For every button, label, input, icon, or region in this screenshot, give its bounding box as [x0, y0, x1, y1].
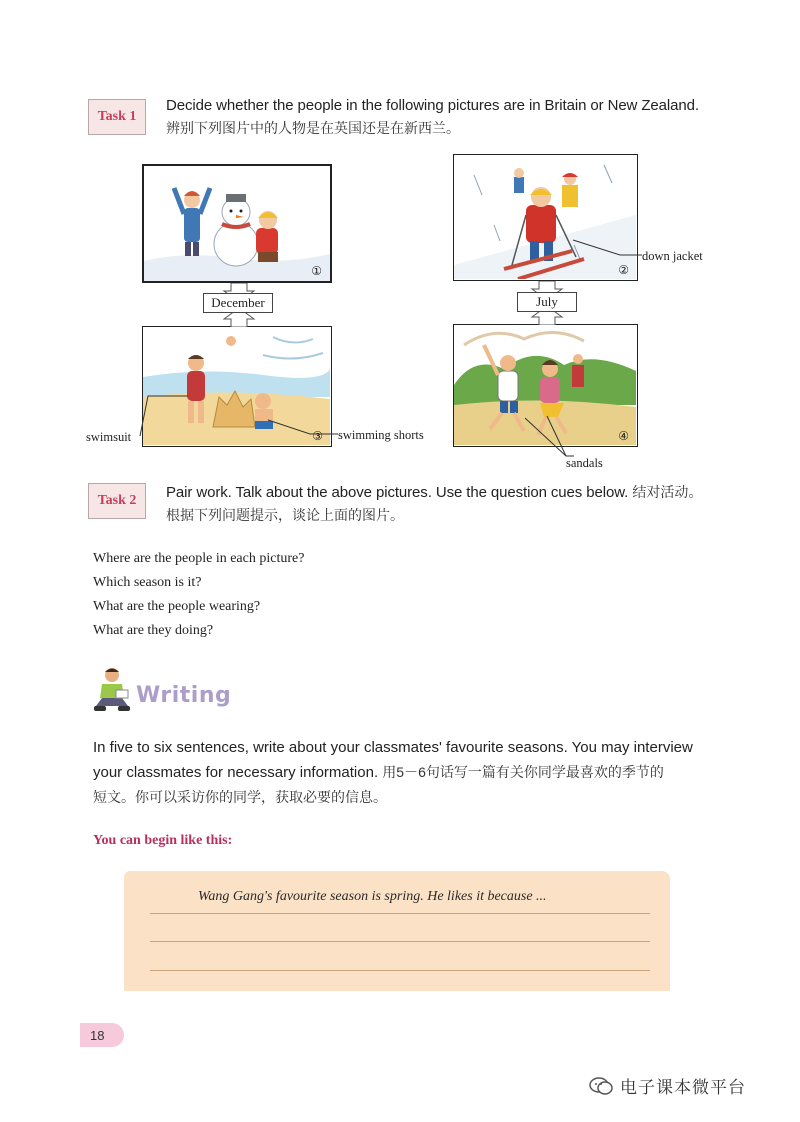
writing-answer-box[interactable]: [124, 871, 670, 991]
question-item: What are they doing?: [93, 623, 214, 638]
callout-lines: [0, 0, 800, 480]
task1-badge: Task 1: [88, 99, 146, 135]
picture-3-number: ③: [312, 429, 323, 443]
july-label: July: [517, 292, 577, 312]
example-sentence: Wang Gang's favourite season is spring. He likes it because ...: [198, 889, 547, 904]
task2-instruction-zh-1: 结对活动。: [632, 484, 703, 500]
question-item: What are the people wearing?: [93, 599, 261, 614]
task1-instruction-en: Decide whether the people in the following pictures are in Britain or New Zealand.: [166, 97, 699, 114]
writing-title: Writing: [136, 683, 232, 708]
sandals-callout: sandals: [566, 456, 603, 470]
watermark-text: 电子课本微平台: [620, 1078, 746, 1097]
chat-bubble-icon: [588, 1075, 614, 1097]
writing-paragraph-line-2-zh: 用5－6句话写一篇有关你同学最喜欢的季节的: [382, 764, 664, 780]
picture-2-number: ②: [618, 263, 629, 277]
swimsuit-callout: swimsuit: [86, 430, 132, 444]
swimming-shorts-callout: swimming shorts: [338, 428, 424, 442]
watermark: [588, 1073, 746, 1098]
writing-paragraph-line-2-en: your classmates for necessary information.: [93, 764, 379, 781]
writing-figure-icon: [90, 666, 134, 712]
page-number: 18: [80, 1023, 124, 1047]
begin-label: You can begin like this:: [93, 833, 233, 848]
picture-1-number: ①: [311, 264, 322, 278]
task2-instruction-zh-2: 根据下列问题提示，谈论上面的图片。: [166, 507, 404, 523]
writing-paragraph-line-3: 短文。你可以采访你的同学，获取必要的信息。: [93, 789, 387, 805]
december-label: December: [203, 293, 273, 313]
task2-instruction: [166, 481, 702, 526]
question-item: Which season is it?: [93, 575, 202, 590]
task1-instruction-zh: 辨别下列图片中的人物是在英国还是在新西兰。: [166, 120, 460, 136]
writing-paragraph: [93, 735, 733, 810]
down-jacket-callout: down jacket: [642, 249, 703, 263]
writing-line: [150, 970, 650, 971]
picture-4-number: ④: [618, 429, 629, 443]
writing-line: [150, 913, 650, 914]
writing-paragraph-line-1: In five to six sentences, write about your classmates' favourite seasons. You may interview: [93, 739, 693, 756]
task2-badge: Task 2: [88, 483, 146, 519]
writing-line: [150, 941, 650, 942]
question-item: Where are the people in each picture?: [93, 551, 305, 566]
question-list: [93, 547, 304, 643]
task2-instruction-en: Pair work. Talk about the above pictures. Use the question cues below.: [166, 484, 629, 501]
